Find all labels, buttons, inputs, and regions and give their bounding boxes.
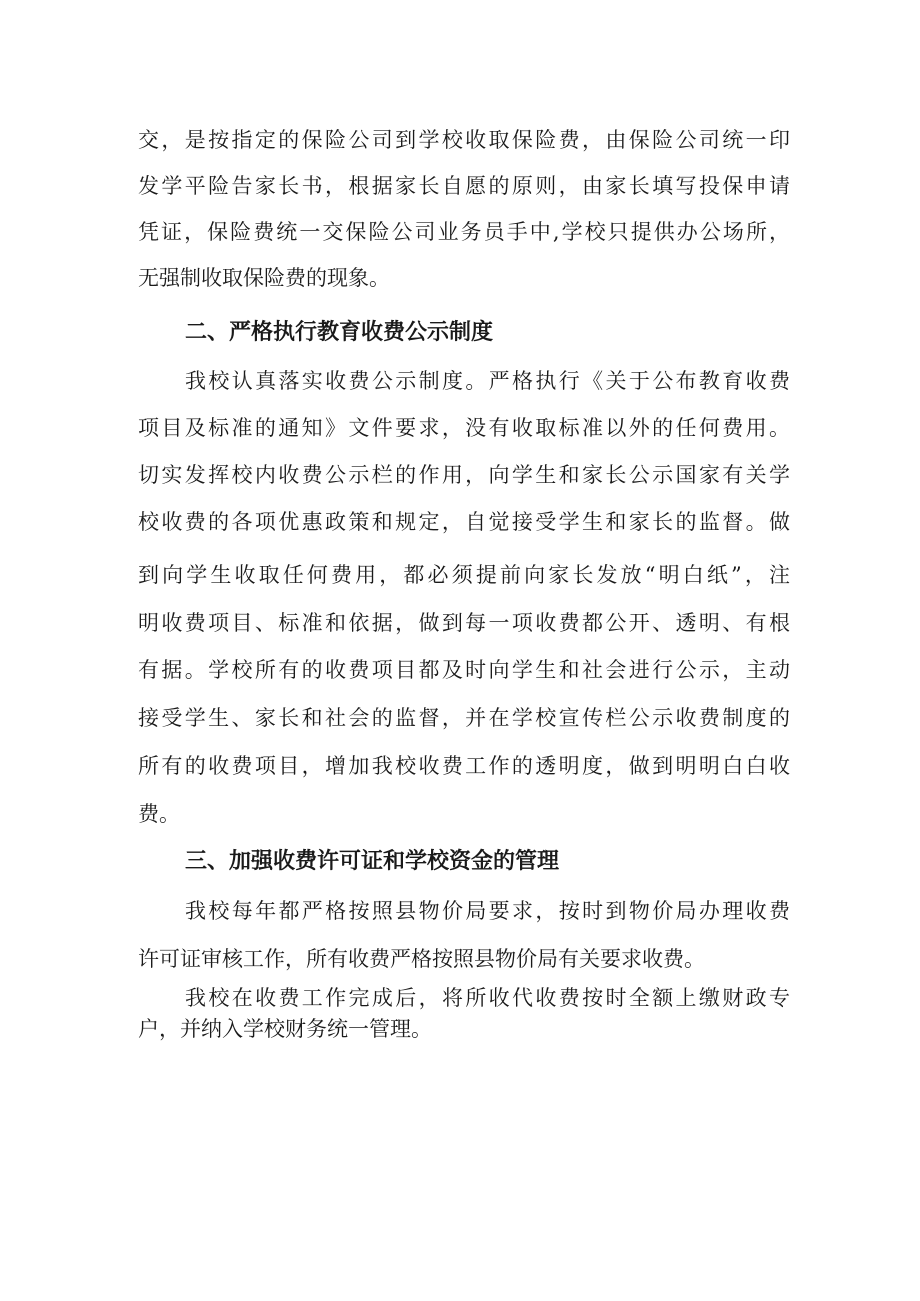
text-line: 交，是按指定的保险公司到学校收取保险费，由保险公司统一印 [138, 128, 790, 152]
text-line: 我校认真落实收费公示制度。严格执行《关于公布教育收费 [185, 369, 790, 393]
text-line: 校收费的各项优惠政策和规定，自觉接受学生和家长的监督。做 [138, 510, 790, 534]
text-line: 接受学生、家长和社会的监督，并在学校宣传栏公示收费制度的 [138, 706, 790, 730]
text-line: 明收费项目、标准和依据，做到每一项收费都公开、透明、有根 [138, 611, 790, 635]
text-line: 所有的收费项目，增加我校收费工作的透明度，做到明明白白收 [138, 754, 790, 778]
text-line: 费。 [138, 802, 180, 826]
text-line: 无强制收取保险费的现象。 [138, 266, 390, 290]
text-line: 许可证审核工作，所有收费严格按照县物价局有关要求收费。 [138, 947, 705, 971]
text-line: 凭证，保险费统一交保险公司业务员手中,学校只提供办公场所， [138, 220, 790, 244]
text-line: 我校在收费工作完成后，将所收代收费按时全额上缴财政专 [185, 986, 790, 1010]
text-line: 到向学生收取任何费用，都必须提前向家长发放“明白纸”，注 [138, 563, 790, 587]
section-heading-fee-disclosure: 二、严格执行教育收费公示制度 [185, 320, 494, 345]
section-heading-license-funds: 三、加强收费许可证和学校资金的管理 [185, 849, 560, 874]
text-line: 切实发挥校内收费公示栏的作用，向学生和家长公示国家有关学 [138, 463, 790, 487]
text-line: 有据。学校所有的收费项目都及时向学生和社会进行公示，主动 [138, 658, 790, 682]
text-line: 项目及标准的通知》文件要求，没有收取标准以外的任何费用。 [138, 416, 790, 440]
text-line: 发学平险告家长书，根据家长自愿的原则，由家长填写投保申请 [138, 174, 790, 198]
text-line: 我校每年都严格按照县物价局要求，按时到物价局办理收费 [185, 899, 790, 923]
text-line: 户，并纳入学校财务统一管理。 [138, 1017, 432, 1041]
